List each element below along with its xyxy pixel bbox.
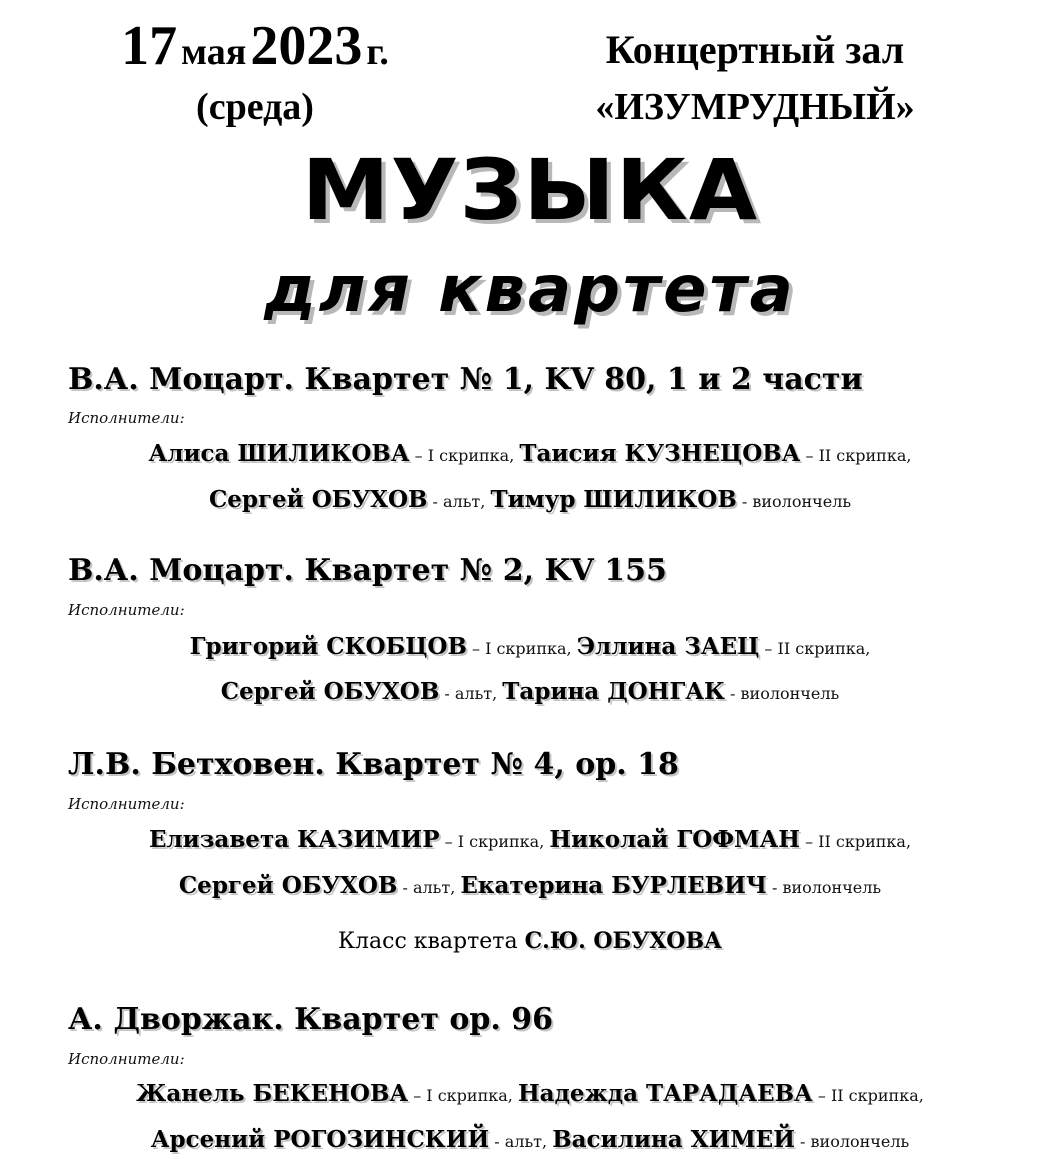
performer-name: Арсений РОГОЗИНСКИЙ <box>150 1126 490 1153</box>
program-piece-1: В.А. Моцарт. Квартет № 1, KV 80, 1 и 2 части <box>68 362 863 397</box>
performers-line-2a <box>0 635 1060 658</box>
performer-name: Елизавета КАЗИМИР <box>148 826 440 853</box>
poster-title: МУЗЫКА <box>301 141 759 239</box>
date-month: мая <box>181 31 247 73</box>
performers-label-1: Исполнители: <box>68 409 185 427</box>
class-teacher: С.Ю. ОБУХОВА <box>524 928 722 954</box>
weekday: (среда) <box>196 86 314 128</box>
performer-role: - виолончель <box>794 1132 910 1151</box>
performer-role: – II скрипка, <box>799 832 912 851</box>
class-note-label: Класс квартета <box>338 929 525 954</box>
performer-name: Надежда ТАРАДАЕВА <box>517 1080 813 1107</box>
performer-name: Екатерина БУРЛЕВИЧ <box>460 872 767 899</box>
performer-name: Жанель БЕКЕНОВА <box>136 1080 409 1107</box>
performer-name: Тарина ДОНГАК <box>502 678 725 705</box>
performer-name: Григорий СКОБЦОВ <box>189 633 467 660</box>
performer-name: Сергей ОБУХОВ <box>208 486 428 513</box>
venue-name: «ИЗУМРУДНЫЙ» <box>595 86 915 128</box>
date-suffix: г. <box>366 31 389 73</box>
performer-role: - альт, <box>397 878 461 897</box>
performer-name: Сергей ОБУХОВ <box>178 872 398 899</box>
performer-role: - альт, <box>489 1132 553 1151</box>
performer-role: – I скрипка, <box>408 1086 518 1105</box>
date-year: 2023 <box>250 15 363 77</box>
performer-role: - виолончель <box>724 684 840 703</box>
performer-role: – I скрипка, <box>466 639 577 658</box>
performer-name: Эллина ЗАЕЦ <box>576 633 760 660</box>
performer-role: – II скрипка, <box>812 1086 924 1105</box>
performer-role: - виолончель <box>736 492 852 511</box>
poster-subtitle: для квартета <box>264 253 796 327</box>
venue-label: Концертный зал <box>605 27 905 72</box>
performers-line-4b <box>0 1128 1060 1151</box>
performer-name: Тимур ШИЛИКОВ <box>490 486 737 513</box>
performer-role: – I скрипка, <box>439 832 550 851</box>
performer-role: – II скрипка, <box>759 639 871 658</box>
program-piece-3: Л.В. Бетховен. Квартет № 4, ор. 18 <box>68 747 679 782</box>
performer-role: - альт, <box>427 492 491 511</box>
performers-line-1b <box>0 488 1060 511</box>
performers-label-4: Исполнители: <box>68 1050 185 1068</box>
performer-name: Таисия КУЗНЕЦОВА <box>519 440 801 467</box>
performer-name: Николай ГОФМАН <box>549 826 800 853</box>
performer-name: Сергей ОБУХОВ <box>220 678 440 705</box>
performer-role: - альт, <box>439 684 503 703</box>
performers-label-3: Исполнители: <box>68 795 185 813</box>
performer-role: - виолончель <box>766 878 882 897</box>
performers-line-4a <box>0 1082 1060 1105</box>
performer-name: Василина ХИМЕЙ <box>552 1126 795 1153</box>
performers-line-2b <box>0 680 1060 703</box>
program-piece-4: А. Дворжак. Квартет ор. 96 <box>68 1002 553 1037</box>
performers-line-1a <box>0 442 1060 465</box>
performer-role: – II скрипка, <box>800 446 912 465</box>
date-day: 17 <box>121 15 178 77</box>
program-piece-2: В.А. Моцарт. Квартет № 2, KV 155 <box>68 553 667 588</box>
performers-line-3a <box>0 828 1060 851</box>
performers-line-3b <box>0 874 1060 897</box>
performer-name: Алиса ШИЛИКОВА <box>148 440 410 467</box>
concert-date <box>40 15 470 77</box>
class-note <box>0 930 1060 953</box>
performer-role: – I скрипка, <box>409 446 520 465</box>
performers-label-2: Исполнители: <box>68 601 185 619</box>
